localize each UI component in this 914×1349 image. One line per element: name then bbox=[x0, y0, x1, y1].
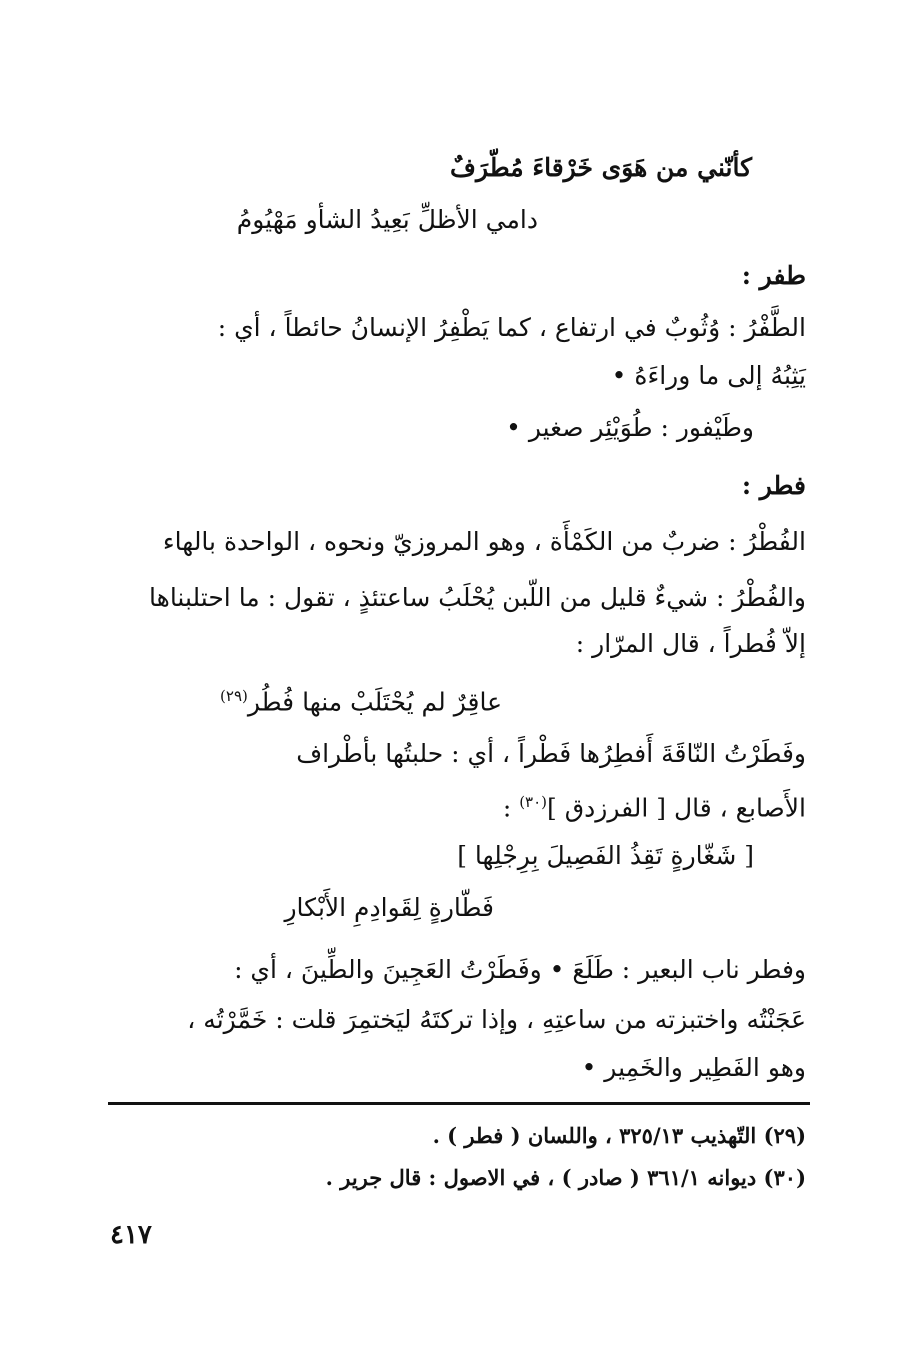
fatar-paragraph-4-line-3: وهو الفَطِير والخَمِير • bbox=[581, 1053, 806, 1082]
poem-line-1: كأنّني من هَوَى خَرْقاءَ مُطّرَفٌ bbox=[450, 153, 752, 182]
tafar-paragraph-2: وطَيْفور : طُوَيْئِر صغير • bbox=[506, 413, 754, 442]
verse-2-line-2: فَطّارةٍ لِقَوادِمِ الأَبْكارِ bbox=[284, 893, 494, 922]
verse-1-text: عاقِرٌ لم يُحْتَلَبْ منها فُطُر bbox=[247, 687, 502, 717]
fatar-paragraph-4-line-1: وفطر ناب البعير : طَلَعَ • وفَطَرْتُ العَجِينَ والطِّينَ ، أي : bbox=[234, 955, 806, 984]
fatar-paragraph-2-line-2: إلاّ فُطراً ، قال المرّار : bbox=[575, 629, 806, 658]
fatar-paragraph-4-line-2: عَجَنْتُه واختبزته من ساعتِهِ ، وإذا تركتَهُ ليَختمِرَ قلت : خَمَّرْتُه ، bbox=[187, 1005, 806, 1034]
footnote-separator bbox=[108, 1102, 810, 1105]
fatar-paragraph-2-line-1: والفُطْرُ : شيءٌ قليل من اللّبن يُحْلَبُ ساعتئذٍ ، تقول : ما احتلبناها bbox=[149, 583, 806, 612]
fatar-paragraph-1: الفُطْرُ : ضربٌ من الكَمْأَة ، وهو المروزيّ ونحوه ، الواحدة بالهاء bbox=[162, 527, 806, 556]
verse-1 bbox=[220, 676, 502, 722]
footnote-ref-30: (٣٠) bbox=[519, 793, 548, 811]
footnote-30: (٣٠) ديوانه ٣٦١/١ ( صادر ) ، في الاصول : قال جرير . bbox=[325, 1165, 806, 1190]
tafar-paragraph-1-line-1: الطَّفْرُ : وُثُوبٌ في ارتفاع ، كما يَطْفِرُ الإنسانُ حائطاً ، أي : bbox=[217, 313, 806, 342]
poem-line-2: دامي الأظلِّ بَعِيدُ الشأو مَهْيُومُ bbox=[236, 205, 538, 234]
tafar-paragraph-1-line-2: يَثِبُهُ إلى ما وراءَهُ • bbox=[611, 361, 806, 390]
entry-heading-fatar: فطر : bbox=[741, 471, 806, 500]
footnote-29: (٢٩) التّهذيب ٣٢٥/١٣ ، واللسان ( فطر ) . bbox=[432, 1123, 806, 1148]
entry-heading-tafar: طفر : bbox=[741, 261, 806, 290]
verse-2-line-1: [ شَغّارةٍ تَقِذُ الفَصِيلَ بِرِجْلِها ] bbox=[457, 841, 754, 870]
fatar-paragraph-3-line-2-text: الأَصابع ، قال [ الفرزدق ] bbox=[547, 793, 806, 823]
footnote-ref-29: (٢٩) bbox=[220, 687, 248, 705]
fatar-paragraph-3-colon: : bbox=[502, 793, 520, 823]
page-number: ٤١٧ bbox=[110, 1220, 152, 1250]
fatar-paragraph-3-line-1: وفَطَرْتُ النّاقَةَ أَفطِرُها فَطْراً ، أي : حلبتُها بأطْراف bbox=[296, 739, 806, 768]
fatar-paragraph-3-line-2 bbox=[503, 782, 806, 828]
